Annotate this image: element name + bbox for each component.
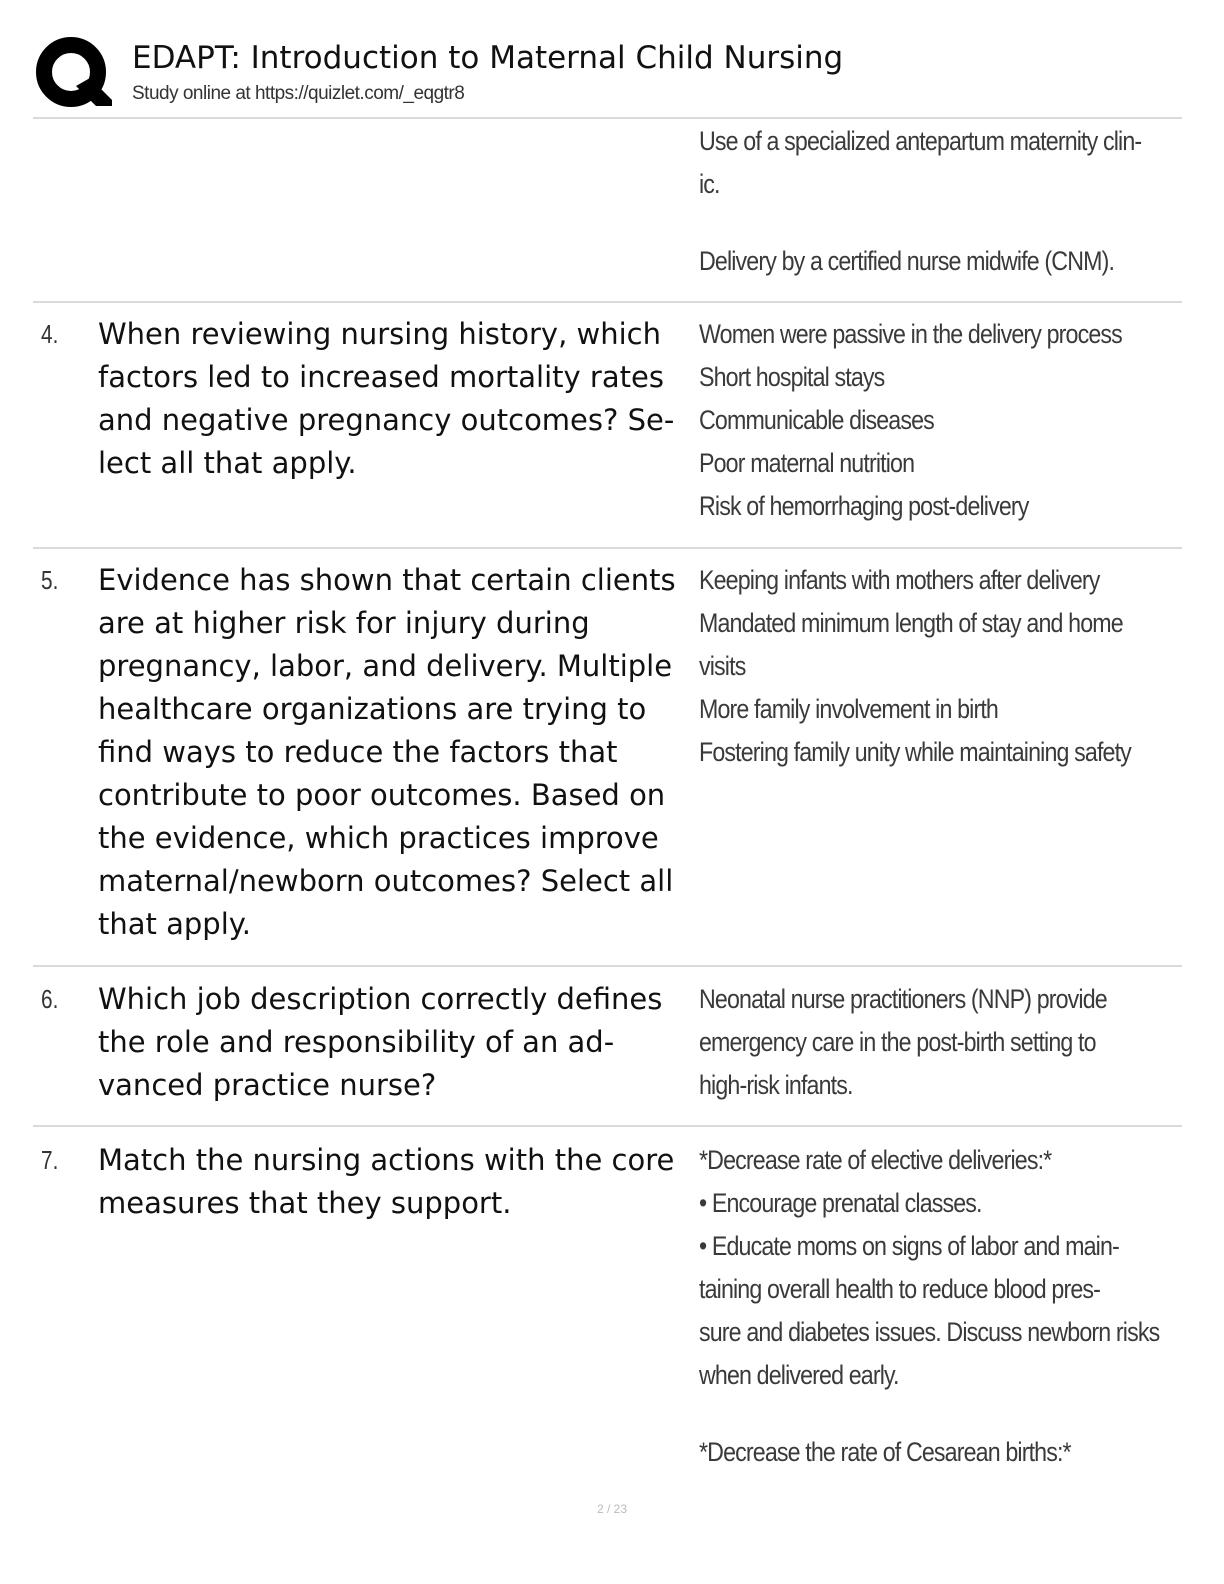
card-question: When reviewing nursing history, which factors led to increased mortality rates and negative pregnancy outcomes? Se-lect all that apply. (98, 317, 675, 480)
card-number: 4. (41, 319, 59, 349)
page-number: 2 / 23 (596, 1502, 628, 1516)
card-answer (699, 313, 1174, 528)
card-answer (699, 120, 1174, 283)
answer-line: More family involvement in birth (699, 694, 998, 724)
card-question: Evidence has shown that certain clients are at higher risk for injury during pregnancy, labor, and delivery. Multiple healthcare organizations are trying to find ways to reduce the factors that contribute to poor outcomes. Based on the evidence, which practices improve maternal/newborn outcomes? Select all that apply. (98, 563, 676, 941)
divider (33, 301, 1182, 303)
divider (33, 965, 1182, 967)
card-number: 5. (41, 565, 59, 595)
card-number: 7. (41, 1145, 59, 1175)
answer-line: Risk of hemorrhaging post-delivery (699, 491, 1029, 521)
answer-line: Poor maternal nutrition (699, 448, 915, 478)
answer-line: Fostering family unity while maintaining safety (699, 737, 1131, 767)
answer-line: *Decrease the rate of Cesarean births:* (699, 1437, 1071, 1467)
answer-line: Mandated minimum length of stay and home (699, 608, 1123, 638)
answer-line: high-risk infants. (699, 1070, 853, 1100)
answer-line: • Educate moms on signs of labor and main- (699, 1231, 1119, 1261)
answer-line: Keeping infants with mothers after delivery (699, 565, 1100, 595)
quizlet-logo-icon (34, 34, 112, 112)
divider (33, 117, 1182, 119)
answer-line: visits (699, 651, 746, 681)
page-header (34, 30, 1184, 120)
divider (33, 547, 1182, 549)
answer-line: Use of a specialized antepartum maternity clin- (699, 126, 1142, 156)
study-link-text: Study online at https://quizlet.com/_eqgtr8 (132, 83, 465, 104)
answer-line: Communicable diseases (699, 405, 934, 435)
answer-line: sure and diabetes issues. Discuss newborn risks (699, 1317, 1160, 1347)
answer-line: taining overall health to reduce blood pres- (699, 1274, 1101, 1304)
card-answer (699, 559, 1174, 774)
page-title: EDAPT: Introduction to Maternal Child Nursing (132, 40, 844, 76)
card-number: 6. (41, 984, 59, 1014)
card-question: Match the nursing actions with the core measures that they support. (98, 1143, 675, 1220)
answer-line: ic. (699, 169, 720, 199)
answer-line: *Decrease rate of elective deliveries:* (699, 1145, 1052, 1175)
card-answer (699, 1139, 1174, 1474)
answer-line: emergency care in the post-birth setting to (699, 1027, 1096, 1057)
card-answer (699, 978, 1174, 1107)
answer-gap (699, 1397, 1174, 1431)
card-question: Which job description correctly defines the role and responsibility of an ad-vanced practice nurse? (98, 982, 663, 1102)
divider (33, 1125, 1182, 1127)
answer-line: Short hospital stays (699, 362, 885, 392)
answer-line: • Encourage prenatal classes. (699, 1188, 982, 1218)
answer-line: when delivered early. (699, 1360, 899, 1390)
answer-line: Delivery by a certified nurse midwife (CNM). (699, 246, 1115, 276)
answer-gap (699, 206, 1174, 240)
answer-line: Women were passive in the delivery process (699, 319, 1122, 349)
answer-line: Neonatal nurse practitioners (NNP) provide (699, 984, 1107, 1014)
